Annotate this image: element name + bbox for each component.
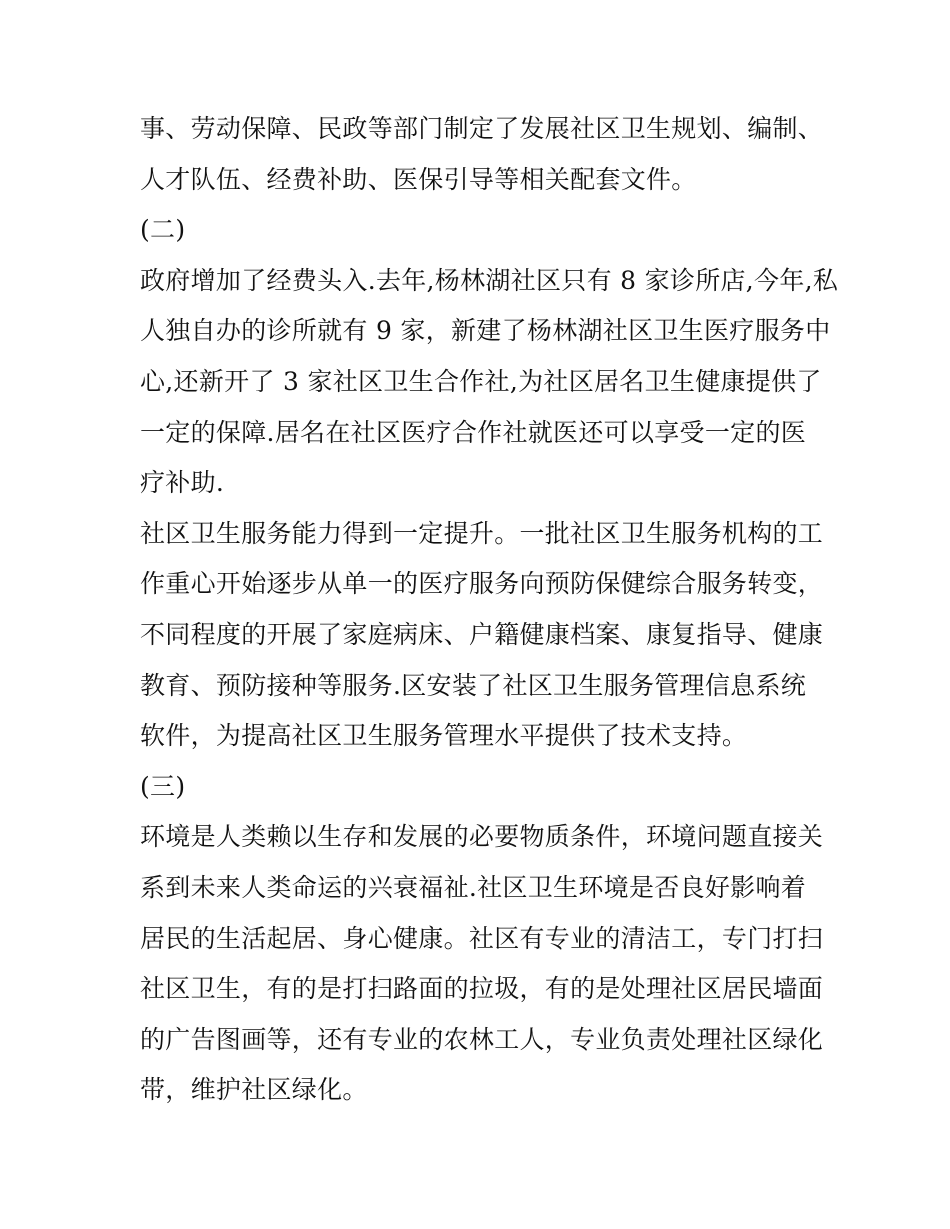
text-line: 疗补助. [140,468,225,498]
text-line: 心,还新开了 3 家社区卫生合作社,为社区居名卫生健康提供了 [140,366,822,396]
text-line: 软件，为提高社区卫生服务管理水平提供了技术支持。 [140,721,748,751]
section-heading: (二) [140,215,186,245]
text-line: 作重心开始逐步从单一的医疗服务向预防保健综合服务转变， [140,569,824,599]
text-line: 的广告图画等，还有专业的农林工人，专业负责处理社区绿化 [140,1024,824,1054]
text-line: 事、劳动保障、民政等部门制定了发展社区卫生规划、编制、 [140,114,824,143]
text-line: 一定的保障.居名在社区医疗合作社就医还可以享受一定的医 [140,417,807,447]
text-line: 带，维护社区绿化。 [140,1075,368,1105]
text-line: 环境是人类赖以生存和发展的必要物质条件，环境问题直接关 [140,822,824,852]
section-heading: (三) [140,771,186,801]
text-line: 社区卫生服务能力得到一定提升。一批社区卫生服务机构的工 [140,518,824,548]
text-line: 人独自办的诊所就有 9 家，新建了杨林湖社区卫生医疗服务中 [140,316,831,346]
document-body [140,104,839,1116]
text-line: 教育、预防接种等服务.区安装了社区卫生服务管理信息系统 [140,670,807,700]
text-line: 居民的生活起居、身心健康。社区有专业的清洁工，专门打扫 [140,923,824,953]
text-line: 系到未来人类命运的兴衰福祉.社区卫生环境是否良好影响着 [140,872,807,902]
text-line: 社区卫生，有的是打扫路面的拉圾，有的是处理社区居民墙面 [140,974,824,1004]
text-line: 政府增加了经费头入.去年,杨林湖社区只有 8 家诊所店,今年,私 [140,265,839,295]
text-line: 不同程度的开展了家庭病床、户籍健康档案、康复指导、健康 [140,619,824,649]
text-line: 人才队伍、经费补助、医保引导等相关配套文件。 [140,164,697,194]
